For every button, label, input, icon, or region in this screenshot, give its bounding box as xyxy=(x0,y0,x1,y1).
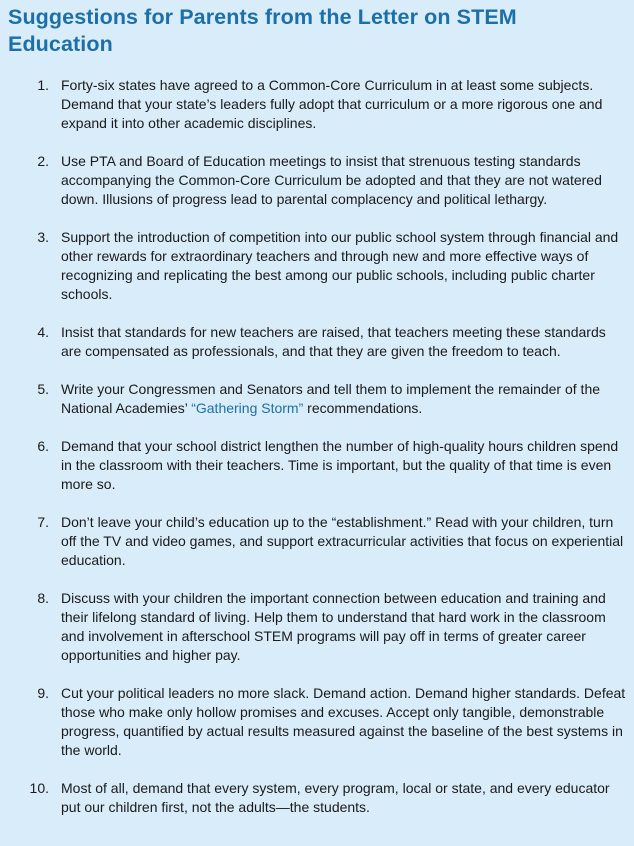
item-number: 8. xyxy=(37,590,49,606)
item-text: Cut your political leaders no more slack. Demand action. Demand higher standards. Defeat those who make only hollow promises and excuses. Accept only tangible, demonstrable progress, quantified by actual results measured against the baseline of the best systems in the world. xyxy=(61,685,626,758)
item-number: 10. xyxy=(29,780,49,796)
list-item xyxy=(8,152,626,209)
page-title: Suggestions for Parents from the Letter on STEM Education xyxy=(8,5,517,56)
item-text: Demand that your school district lengthen the number of high-quality hours children spend in the classroom with their teachers. Time is important, but the quality of that time is even more so. xyxy=(61,438,619,492)
list-item xyxy=(8,437,626,494)
item-number: 3. xyxy=(37,229,49,245)
list-item xyxy=(8,589,626,665)
item-text-before-link: Write your Congressmen and Senators and tell them to implement the remainder of the National Academies’ xyxy=(61,381,601,416)
list-item xyxy=(8,228,626,304)
item-number: 2. xyxy=(37,153,49,169)
item-text: Most of all, demand that every system, every program, local or state, and every educator put our children first, not the adults—the students. xyxy=(61,780,610,815)
item-number: 6. xyxy=(37,438,49,454)
item-text: Insist that standards for new teachers are raised, that teachers meeting these standards are compensated as professionals, and that they are given the freedom to teach. xyxy=(61,324,606,359)
item-text: Forty-six states have agreed to a Common-Core Curriculum in at least some subjects. Demand that your state’s leaders fully adopt that curriculum or a more rigorous one and expand it into other academic disciplines. xyxy=(61,77,603,131)
list-item xyxy=(8,513,626,570)
list-item xyxy=(8,323,626,361)
item-number: 4. xyxy=(37,324,49,340)
list-item xyxy=(8,779,626,817)
list-item xyxy=(8,380,626,418)
list-item xyxy=(8,76,626,133)
suggestions-list xyxy=(8,76,626,817)
item-text: Discuss with your children the important connection between education and training and their lifelong standard of living. Help them to understand that hard work in the classroom and involvement in afterschool STEM programs will pay off in terms of greater career opportunities and higher pay. xyxy=(61,590,606,663)
gathering-storm-link[interactable]: “Gathering Storm” xyxy=(191,400,304,416)
list-item xyxy=(8,684,626,760)
item-text: Don’t leave your child’s education up to the “establishment.” Read with your children, turn off the TV and video games, and support extracurricular activities that focus on experiential education. xyxy=(61,514,624,568)
item-number: 5. xyxy=(37,381,49,397)
item-number: 1. xyxy=(37,77,49,93)
item-text-after-link: recommendations. xyxy=(303,400,423,416)
item-text: Support the introduction of competition into our public school system through financial and other rewards for extraordinary teachers and through new and more effective ways of recognizing and replicating the best among our public schools, including public charter schools. xyxy=(61,229,619,302)
item-number: 9. xyxy=(37,685,49,701)
item-text: Use PTA and Board of Education meetings to insist that strenuous testing standards accompanying the Common-Core Curriculum be adopted and that they are not watered down. Illusions of progress lead to parental complacency and political lethargy. xyxy=(61,153,602,207)
item-number: 7. xyxy=(37,514,49,530)
